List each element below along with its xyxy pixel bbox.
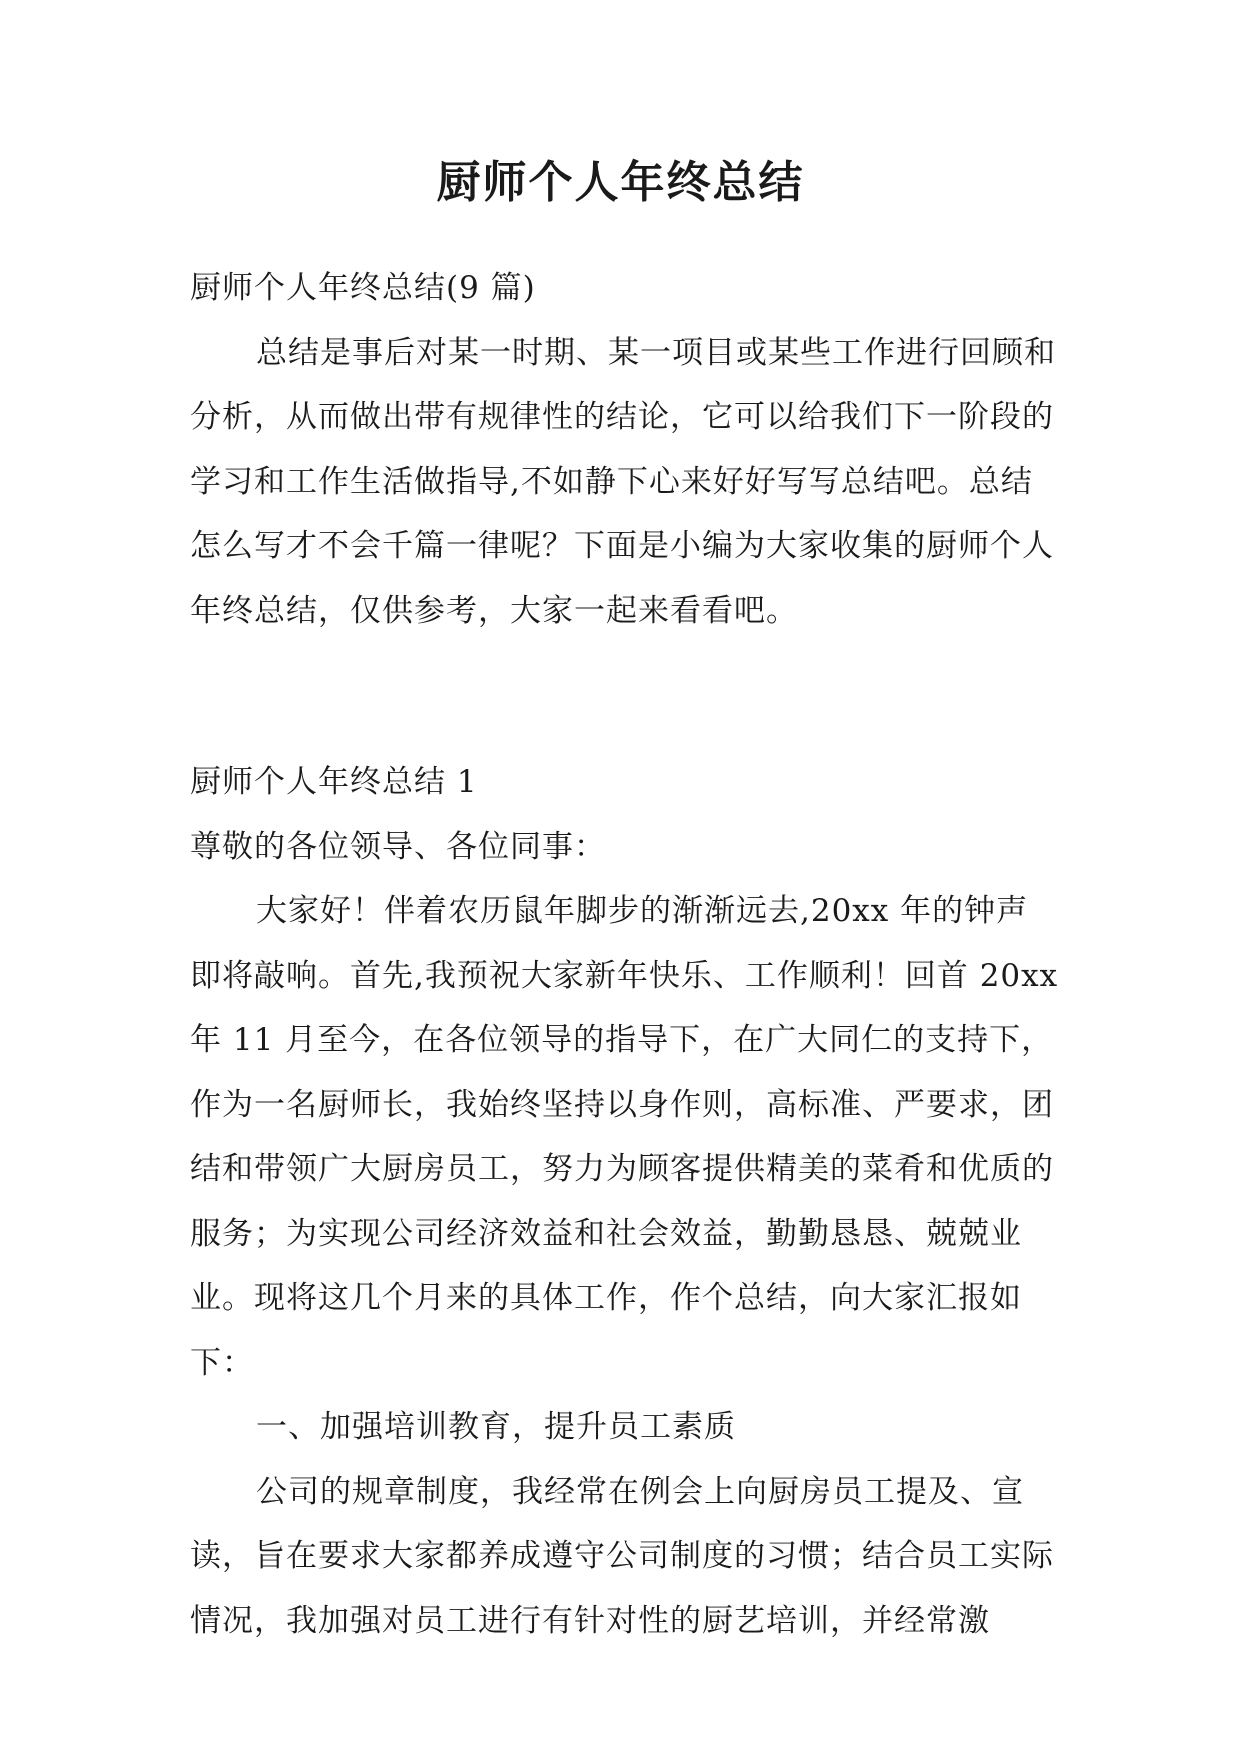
salutation: 尊敬的各位领导、各位同事：	[190, 828, 606, 865]
intro-block	[190, 256, 1060, 643]
document-subtitle: 厨师个人年终总结(9 篇)	[190, 270, 536, 306]
body-paragraph: 大家好！伴着农历鼠年脚步的渐渐远去,20xx 年的钟声即将敲响。首先,我预祝大家新年快乐、工作顺利！回首 20xx 年 11 月至今，在各位领导的指导下，在广大同仁的支持下，作为一名厨师长，我始终坚持以身作则，高标准、严要求，团结和带领广大厨房员工，努力为顾客提供精美的菜肴和优质的服务；为实现公司经济效益和社会效益，勤勤恳恳、兢兢业业。现将这几个月来的具体工作，作个总结，向大家汇报如下：	[190, 893, 1059, 1381]
section-heading: 厨师个人年终总结 1	[190, 764, 478, 800]
section-1	[190, 750, 1060, 1653]
page-title: 厨师个人年终总结	[436, 157, 805, 208]
point-heading: 一、加强培训教育，提升员工素质	[256, 1409, 736, 1445]
intro-paragraph: 总结是事后对某一时期、某一项目或某些工作进行回顾和分析，从而做出带有规律性的结论，它可以给我们下一阶段的学习和工作生活做指导,不如静下心来好好写写总结吧。总结怎么写才不会千篇一律呢？下面是小编为大家收集的厨师个人年终总结，仅供参考，大家一起来看看吧。	[190, 334, 1056, 629]
body-paragraph: 公司的规章制度，我经常在例会上向厨房员工提及、宣读，旨在要求大家都养成遵守公司制度的习惯；结合员工实际情况，我加强对员工进行有针对性的厨艺培训，并经常激	[190, 1473, 1054, 1639]
